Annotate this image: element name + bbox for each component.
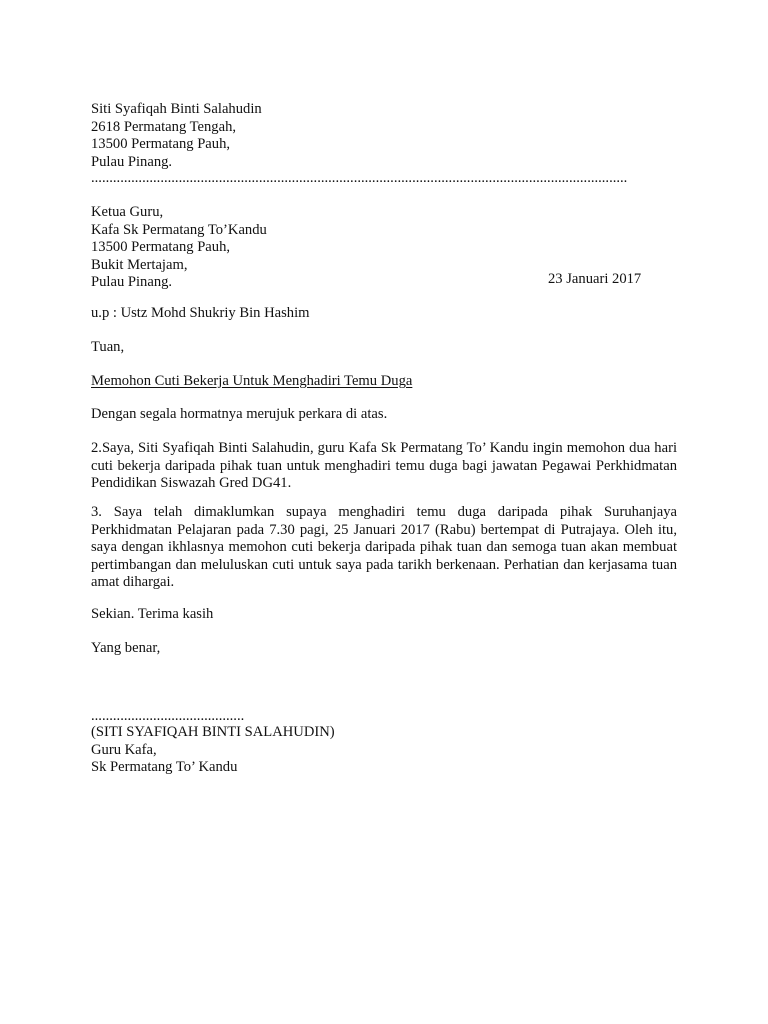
sender-address-line-3: Pulau Pinang.: [91, 153, 173, 170]
recipient-address-line-3: Pulau Pinang.: [91, 274, 173, 290]
attention-line: u.p : Ustz Mohd Shukriy Bin Hashim: [91, 305, 310, 321]
sender-address-line-1: 2618 Permatang Tengah,: [91, 118, 237, 135]
signer-block: [91, 724, 677, 777]
recipient-title: Ketua Guru,: [91, 204, 164, 220]
recipient-address-line-2: Bukit Mertajam,: [91, 256, 188, 273]
paragraph-3: 3. Saya telah dimaklumkan supaya menghadiri temu duga daripada pihak Suruhanjaya Perkhidmatan Pelajaran pada 7.30 pagi, 25 Januari 2017 (Rabu) bertempat di Putrajaya. Oleh itu, saya dengan ikhlasnya memohon cuti bekerja daripada pihak tuan dan semoga tuan akan membuat pertimbangan dan meluluskan cuti untuk saya pada tarikh berkenaan. Perhatian dan kerjasama tuan amat dihargai.: [91, 504, 677, 590]
sender-name: Siti Syafiqah Binti Salahudin: [91, 101, 262, 117]
regards-line: Yang benar,: [91, 640, 161, 656]
paragraph-2: 2.Saya, Siti Syafiqah Binti Salahudin, guru Kafa Sk Permatang To’ Kandu ingin memohon dua hari cuti bekerja daripada pihak tuan untuk menghadiri temu duga bagi jawatan Pegawai Perkhidmatan Pendidikan Siswazah Gred DG41.: [91, 440, 677, 491]
salutation: Tuan,: [91, 339, 125, 355]
recipient-school: Kafa Sk Permatang To’Kandu: [91, 221, 267, 238]
signature-line: ..........................................: [91, 708, 245, 724]
opening-paragraph: Dengan segala hormatnya merujuk perkara di atas.: [91, 406, 388, 422]
letter-date: 23 Januari 2017: [548, 271, 642, 287]
sender-address: [91, 101, 677, 171]
signer-position: Guru Kafa,: [91, 741, 157, 758]
signer-name: (SITI SYAFIQAH BINTI SALAHUDIN): [91, 724, 335, 740]
sender-address-line-2: 13500 Permatang Pauh,: [91, 136, 231, 152]
letter-subject: Memohon Cuti Bekerja Untuk Menghadiri Temu Duga: [91, 373, 413, 389]
closing-line: Sekian. Terima kasih: [91, 606, 214, 622]
signer-school: Sk Permatang To’ Kandu: [91, 759, 238, 775]
dotted-separator: ...................................................................................................................................................: [91, 170, 628, 186]
recipient-address-line-1: 13500 Permatang Pauh,: [91, 239, 231, 255]
